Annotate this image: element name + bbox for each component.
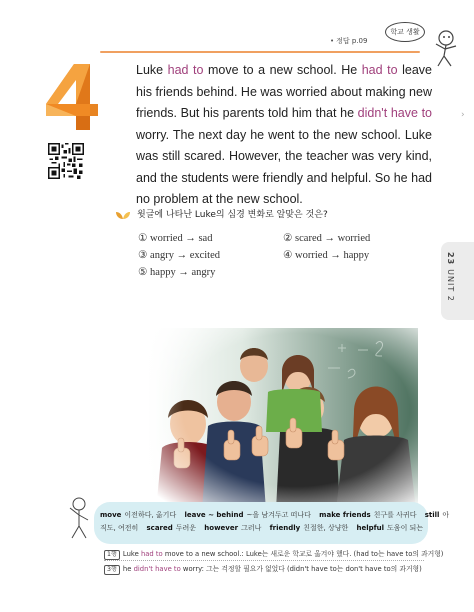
passage-text: Luke [136,63,168,77]
passage-highlight: had to [361,63,398,77]
vocab-word: leave ~ behind [184,511,244,519]
question-bullet-icon [116,210,130,220]
vocab-meaning: 이전하다, 옮기다 [124,511,177,519]
note-post: move to a new school.: Luke는 새로운 학교로 옮겨야 했다. (had to는 have to의 과거형) [162,550,444,558]
passage-text: move to a new school. He [203,63,362,77]
vocab-meaning: 도움이 되는 [387,524,424,532]
vocab-word: helpful [356,524,385,532]
vocab-row-2 [100,523,423,533]
note-post: worry: 그는 걱정할 필요가 없었다 (didn't have to는 don't have to의 과거형) [180,565,422,573]
unit-label: UNIT 2 [446,269,455,302]
kids-thumbs-up-photo [148,328,418,510]
reading-passage [136,60,432,211]
grammar-note-2 [104,563,422,575]
vocab-meaning: ~을 남겨두고 떠나다 [246,511,311,519]
note-divider [104,560,424,561]
page-arrow-icon: › [461,110,465,120]
person-doodle-icon [66,496,92,540]
option-3[interactable]: ③ angry → excited [138,250,221,261]
vocab-meaning: 친절한, 상냥한 [303,524,349,532]
option-4[interactable]: ④ worried → happy [283,250,370,261]
note-highlight: didn't have to [133,565,181,573]
vocab-word: still [424,511,440,519]
line-tag: 1행 [104,550,120,560]
qr-code[interactable] [48,143,84,179]
option-1[interactable]: ① worried → sad [138,233,213,244]
line-tag: 3행 [104,565,120,575]
question-text: 윗글에 나타난 Luke의 심경 변화로 알맞은 것은? [137,210,328,220]
unit-side-tab-label [446,252,455,302]
option-2[interactable]: ② scared → worried [283,233,371,244]
note-highlight: had to [140,550,163,558]
vocab-meaning: 그러나 [241,524,262,532]
note-pre: he [122,565,134,573]
vocab-meaning: 아 [442,511,450,519]
note-pre: Luke [122,550,141,558]
passage-paragraph [136,60,432,211]
grammar-note-1 [104,548,443,560]
page-number: 23 [446,252,455,266]
vocab-word: scared [146,524,173,532]
option-5[interactable]: ⑤ happy → angry [138,267,216,278]
vocab-row-1 [100,510,449,520]
vocab-word: however [204,524,239,532]
passage-number-graphic [44,62,100,132]
topic-stamp-label: 학교 생활 [385,22,425,42]
passage-text: leave his friends behind. He was worried about making new friends. But his parents told him that he [136,63,432,120]
passage-highlight: didn't have to [357,106,432,120]
vocab-meaning: 두려운 [175,524,197,532]
answer-reference: • 정답 p.09 [330,37,368,45]
vocab-word: make friends [319,511,371,519]
passage-highlight: had to [167,63,204,77]
vocab-meaning: 친구를 사귀다 [373,511,417,519]
vocab-word: move [100,511,122,519]
vocab-word: friendly [269,524,301,532]
header-rule [100,51,420,53]
passage-text: worry. The next day he went to the new school. Luke was still scared. However, the teacher was very kind, and the students were friendly and helpful. So he had no problem at the new school. [136,127,432,206]
vocab-meaning: 직도, 여전히 [100,524,139,532]
